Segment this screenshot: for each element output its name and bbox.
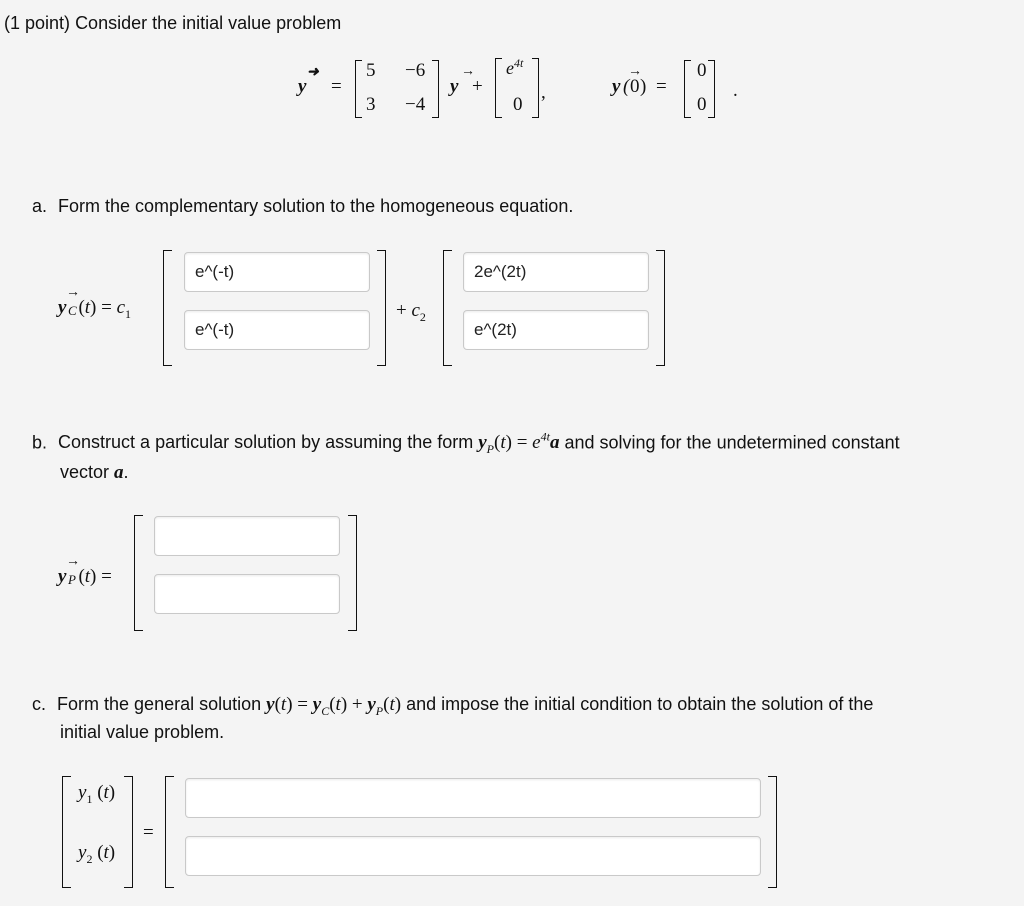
solution-y2-input[interactable]	[185, 836, 761, 876]
prompt-text: Consider the initial value problem	[75, 13, 342, 33]
points-label: (1 point)	[4, 13, 71, 33]
yp-top-input[interactable]	[154, 516, 340, 556]
yc-vector1-top-input[interactable]: e^(-t)	[184, 252, 370, 292]
y2-label: $y_2$ (t)	[78, 842, 116, 866]
part-c-text-line2: initial value problem.	[60, 722, 225, 742]
y1-label: $y_1$ (t)	[78, 782, 116, 806]
yc-label: y C → $(t) = c_1$	[58, 285, 132, 321]
equals-sign: =	[143, 822, 154, 843]
matrix-a11: 5	[366, 60, 376, 81]
part-b-text: b. Construct a particular solution by assuming the form $y_P(t) = e^{4t}a$ and solving for the undetermined constant	[32, 430, 900, 457]
ivp-equation: y ➜ = 5 −6 3 −4 y → + $e^{4t}$ 0 , y ( 0 → ) = 0 0 .	[0, 0, 1024, 130]
matrix-a22: −4	[405, 94, 426, 115]
yc-vector2-top-input[interactable]: 2e^(2t)	[463, 252, 649, 292]
part-a-text: a. Form the complementary solution to the homogeneous equation.	[32, 196, 574, 216]
yp-label: y P → (t) =	[58, 554, 112, 587]
yp-bottom-input[interactable]	[154, 574, 340, 614]
part-b-text-line2: vector a.	[60, 462, 129, 483]
yc-vector2-bottom-input[interactable]: e^(2t)	[463, 310, 649, 350]
c2-label: + $c_2$	[396, 300, 426, 324]
matrix-a12: −6	[405, 60, 426, 81]
initial-1: 0	[697, 60, 707, 81]
part-c-text: c. Form the general solution $y(t) = y_C(t) + y_P(t)$ and impose the initial condition to obtain the solution of the	[32, 694, 874, 718]
yc-vector1-bottom-input[interactable]: e^(-t)	[184, 310, 370, 350]
forcing-1: $e^{4t}$	[506, 56, 524, 78]
initial-2: 0	[697, 94, 707, 115]
forcing-2: 0	[513, 94, 523, 115]
solution-y1-input[interactable]	[185, 778, 761, 818]
matrix-a21: 3	[366, 94, 376, 115]
